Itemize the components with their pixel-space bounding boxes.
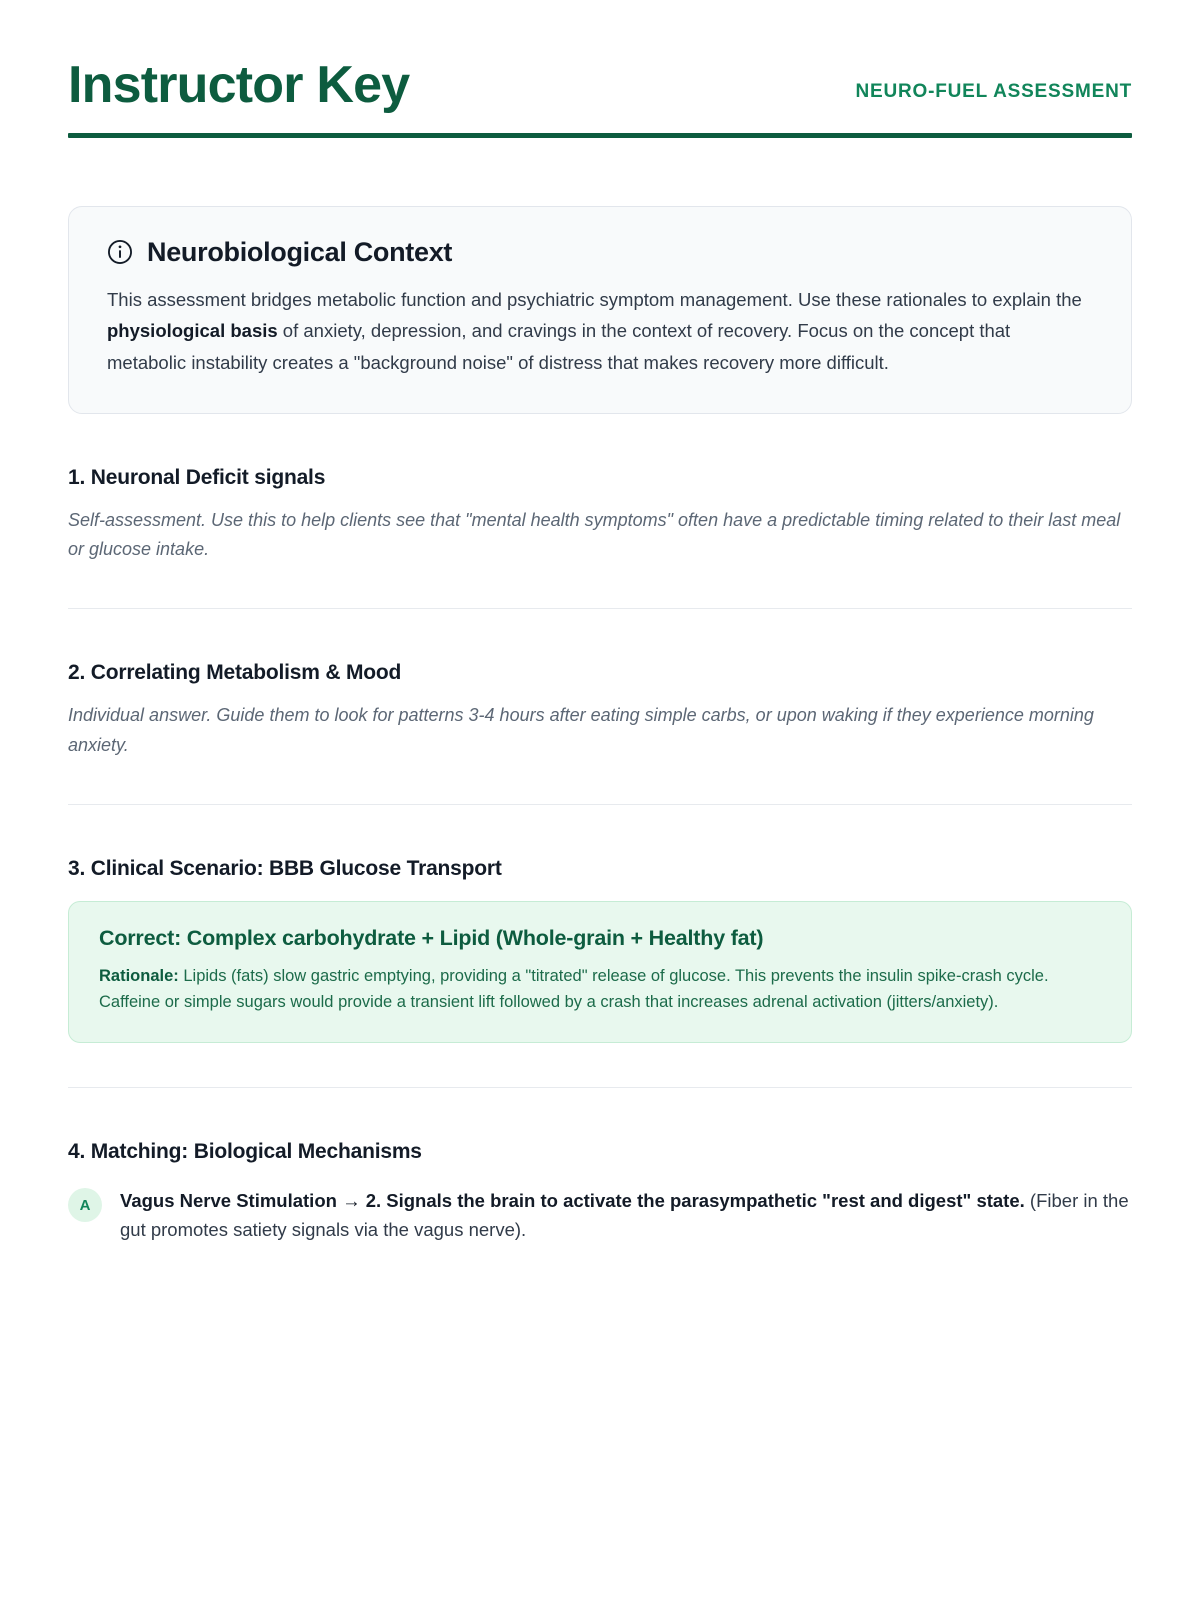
- matching-list: [68, 1186, 1132, 1244]
- question-note-2: Individual answer. Guide them to look for patterns 3-4 hours after eating simple carbs, or upon waking if they experience morning anxiety.: [68, 705, 1094, 755]
- question-title-3: 3. Clinical Scenario: BBB Glucose Transport: [68, 856, 502, 880]
- context-header: [107, 237, 1093, 268]
- question-block-2: [68, 661, 1132, 759]
- document-header: [68, 58, 1132, 123]
- match-text: [120, 1186, 1132, 1244]
- question-title-4: 4. Matching: Biological Mechanisms: [68, 1140, 422, 1164]
- section-divider: [68, 804, 1132, 805]
- context-callout: [68, 206, 1132, 414]
- context-emphasis: physiological basis: [107, 320, 278, 342]
- correct-answer-heading: Correct: Complex carbohydrate + Lipid (Whole-grain + Healthy fat): [99, 925, 764, 950]
- context-title: Neurobiological Context: [147, 236, 453, 267]
- question-block-1: [68, 466, 1132, 564]
- question-note-1: Self-assessment. Use this to help clients see that "mental health symptoms" often have a predictable timing related to their last meal or glucose intake.: [68, 510, 1121, 560]
- question-block-3: [68, 857, 1132, 1043]
- question-block-4: [68, 1140, 1132, 1244]
- correct-answer-rationale: [99, 963, 1101, 1016]
- context-body: [107, 284, 1093, 379]
- context-text-part2: of anxiety, depression, and cravings in the context of recovery. Focus on the concept that metabolic instability creates a "background noise" of distress that makes recovery more difficult.: [107, 320, 1011, 374]
- question-title-1: 1. Neuronal Deficit signals: [68, 466, 326, 490]
- page-title: Instructor Key: [68, 56, 410, 114]
- section-divider: [68, 1087, 1132, 1088]
- rationale-label: Rationale:: [99, 966, 179, 985]
- info-circle-icon: [107, 239, 133, 265]
- header-divider: [68, 133, 1132, 138]
- question-title-2: 2. Correlating Metabolism & Mood: [68, 661, 402, 685]
- list-item: [68, 1186, 1132, 1244]
- section-divider: [68, 608, 1132, 609]
- match-pair: Vagus Nerve Stimulation → 2. Signals the brain to activate the parasympathetic "rest and digest" state.: [120, 1190, 1025, 1212]
- match-detail: (Fiber in the gut promotes satiety signals via the vagus nerve).: [120, 1190, 1129, 1241]
- rationale-text: Lipids (fats) slow gastric emptying, providing a "titrated" release of glucose. This prevents the insulin spike-crash cycle. Caffeine or simple sugars would provide a transient lift followed by a crash that increases adrenal activation (jitters/anxiety).: [99, 966, 1049, 1012]
- context-text-part1: This assessment bridges metabolic function and psychiatric symptom management. Use these rationales to explain the: [107, 288, 1082, 310]
- assessment-label: NEURO-FUEL ASSESSMENT: [855, 80, 1132, 102]
- match-badge: A: [68, 1188, 102, 1222]
- correct-answer-card: [68, 901, 1132, 1043]
